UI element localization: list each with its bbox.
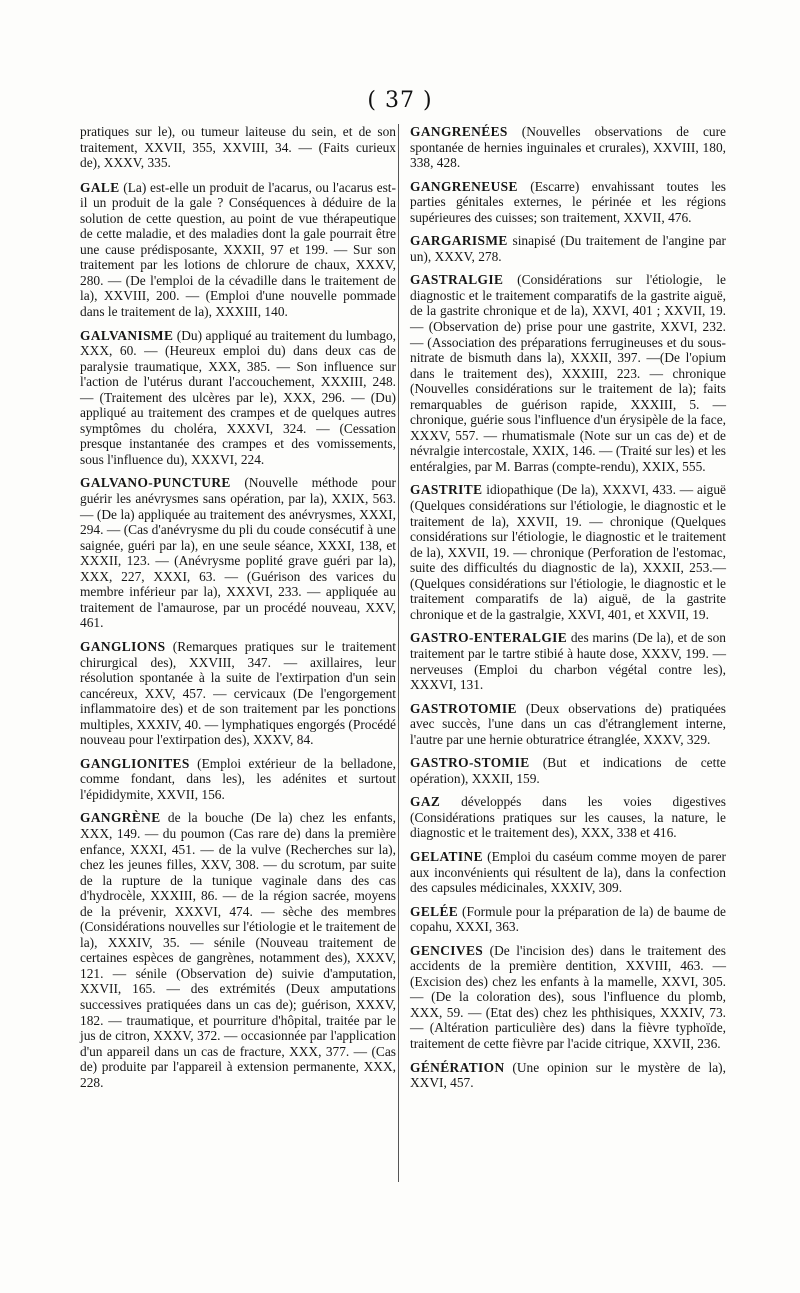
entry-headword: GARGARISME [410, 233, 508, 249]
entry-text: pratiques sur le), ou tumeur laiteuse du sein, et de son traitement, XXVII, 355, XXVIII, 34. — (Faits curieux de), XXXV, 335. [80, 124, 396, 171]
entry-headword: GELATINE [410, 848, 483, 864]
entry-text: (Emploi du caséum comme moyen de parer aux inconvénients qui résultent de la), dans la confection des capsules médicinales, XXXIV, 309. [410, 848, 726, 896]
index-entry [410, 124, 726, 171]
entry-text: (Une opinion sur le mystère de la), XXVI, 457. [410, 1059, 726, 1091]
entry-headword: GASTRO-ENTERALGIE [410, 630, 568, 646]
entry-headword: GANGRÈNE [80, 810, 161, 826]
entry-text: (Considérations sur l'étiologie, le diagnostic et le traitement comparatifs de la gastrite aiguë, de la gastrite chronique et de la), XXVI, 401 ; XXVII, 19. — (Observation de) prise pour une gastrite, XXVI, 232. — (Association des préparations ferrugineuses et du sous-nitrate de bismuth dans la), XXXII, 397. —(De l'opium dans le traitement des), XXXIII, 223. — chronique (Nouvelles considérations sur le traitement de la); faits remarquables de guérison rapide, XXXIII, 5. — chronique, guérie sous l'influence d'un érysipèle de la face, XXXV, 557. — rhumatismale (Note sur un cas de) et de névralgie intercostale, XXIX, 146. — (Traité sur les) et les entéralgies, par M. Barras (compte-rendu), XXIX, 555. [410, 272, 726, 474]
entry-text: (Nouvelle méthode pour guérir les anévrysmes sans opération, par la), XXIX, 563. — (De la) appliquée au traitement des anévrysmes, XXXI, 294. — (Cas d'anévrysme du pli du coude consécutif à une saignée, guéri par la), en une seule séance, XXXI, 138, et XXXII, 123. — (Anévrysme poplité grave guéri par la), XXX, 227, XXXI, 63. — (Guérison des varices du membre inférieur par la), XXXVI, 233. — appliquée au traitement de l'amaurose, par un procédé nouveau, XXV, 461. [80, 475, 396, 631]
entry-headword: GALVANO-PUNCTURE [80, 475, 231, 491]
entry-headword: GANGLIONITES [80, 755, 190, 771]
entry-text: (Deux observations de) pratiquées avec succès, l'une dans un cas d'étranglement interne, l'autre par une hernie obturatrice étranglée, XXXV, 329. [410, 700, 726, 747]
index-entry [410, 701, 726, 748]
entry-text: (Formule pour la préparation de la) de baume de copahu, XXXI, 363. [410, 903, 726, 935]
entry-headword: GALVANISME [80, 327, 174, 343]
index-entry [80, 639, 396, 748]
index-entry [410, 794, 726, 841]
left-column [80, 124, 396, 1098]
index-entry [80, 756, 396, 803]
entry-text: (Escarre) envahissant toutes les parties génitales externes, le périnée et les régions supérieures des cuisses; son traitement, XXVII, 476. [410, 178, 726, 225]
entry-headword: GASTRO-STOMIE [410, 755, 530, 771]
entry-text: (Emploi extérieur de la belladone, comme fondant, dans les), les adénites et surtout l'épididymite, XXVII, 156. [80, 755, 396, 802]
entry-headword: GÉNÉRATION [410, 1059, 505, 1075]
entry-headword: GAZ [410, 794, 441, 810]
entry-headword: GENCIVES [410, 942, 484, 958]
index-entry [410, 630, 726, 692]
index-entry [410, 849, 726, 896]
index-entry [80, 475, 396, 630]
index-entry [410, 272, 726, 474]
entry-text: (But et indications de cette opération), XXXII, 159. [410, 755, 726, 786]
entry-text: (Nouvelles observations de cure spontanée de hernies inguinales et crurales), XXVIII, 180, 338, 428. [410, 124, 726, 171]
index-entry [410, 233, 726, 264]
entry-headword: GASTRALGIE [410, 272, 504, 288]
index-entry [410, 904, 726, 935]
entry-headword: GELÉE [410, 903, 459, 919]
index-entry [410, 943, 726, 1052]
entry-text: sinapisé (Du traitement de l'angine par un), XXXV, 278. [410, 233, 726, 264]
index-entry [410, 179, 726, 226]
page-number: ( 37 ) [367, 88, 433, 113]
index-entry [410, 1060, 726, 1091]
index-entry [410, 755, 726, 786]
entry-text: des marins (De la), et de son traitement par le tartre stibié à haute dose, XXXV, 199. — nerveuses (Emploi du charbon végétal contre les), XXXVI, 131. [410, 630, 726, 693]
entry-text: développés dans les voies digestives (Considérations pratiques sur les causes, la nature, le diagnostic et le traitement des), XXX, 338 et 416. [410, 794, 726, 841]
index-entry [80, 810, 396, 1090]
entry-headword: GANGRENÉES [410, 124, 508, 139]
entry-headword: GALE [80, 179, 120, 195]
index-entry [80, 124, 396, 171]
right-column [410, 124, 726, 1099]
index-entry [80, 328, 396, 468]
entry-text: (De l'incision des) dans le traitement des accidents de la première dentition, XXVIII, 463. — (Excision des) chez les enfants à la mamelle, XXVI, 305. — (De la coloration des), sous l'influence du plomb, XXX, 59. — (Etat des) chez les phthisiques, XXXIV, 73. — (Altération particulière des) dans la fièvre typhoïde, traitement de cette fièvre par l'acide citrique, XXVII, 236. [410, 942, 726, 1051]
column-divider [398, 124, 399, 1182]
entry-headword: GANGLIONS [80, 638, 166, 654]
entry-headword: GASTRITE [410, 482, 483, 498]
entry-text: idiopathique (De la), XXXVI, 433. — aiguë (Quelques considérations sur l'étiologie, le diagnostic et le traitement de la), XXVII, 19. — chronique (Quelques considérations sur l'étiologie, le diagnostic et le traitement de la), XXVII, 19. — chronique (Perforation de l'estomac, suite des difficultés du diagnostic de la), XXXII, 253.—(Quelques considérations sur l'étiologie, le diagnostic et le traitement comparatifs de la) aiguë, de la gastrite chronique et de la gastralgie, XXVI, 401, et XXVII, 19. [410, 482, 726, 622]
entry-text: (Remarques pratiques sur le traitement chirurgical des), XXVIII, 347. — axillaires, leur résolution spontanée à la suite de l'extirpation d'un sein cancéreux, XXV, 457. — cervicaux (De l'engorgement inflammatoire des) et de son traitement par les ponctions multiples, XXXIV, 40. — lymphatiques engorgés (Procédé nouveau pour l'extirpation des), XXXV, 84. [80, 638, 396, 748]
entry-text: (Du) appliqué au traitement du lumbago, XXX, 60. — (Heureux emploi du) dans deux cas de paralysie traumatique, XXX, 385. — Son influence sur l'action de l'utérus durant l'accouchement, XXXIII, 248. — (Traitement des ulcères par le), XXX, 296. — (Du) appliqué au traitement des crampes et de quelques autres symptômes du choléra, XXXVI, 324. — (Cessation presque instantanée des crampes et des vomissements, sous l'influence du), XXXVI, 224. [80, 327, 396, 467]
entry-text: (La) est-elle un produit de l'acarus, ou l'acarus est-il un produit de la gale ? Conséquences à déduire de la solution de cette question, au point de vue thérapeutique de cette maladie, et des maladies dont la gale pourrait être une cause prédisposante, XXXII, 97 et 199. — Sur son traitement par les lotions de chlorure de chaux, XXXV, 280. — (De l'emploi de la cévadille dans le traitement de la), XXVIII, 200. — (Emploi d'une nouvelle pommade dans le traitement de la), XXXIII, 140. [80, 179, 396, 320]
entry-headword: GASTROTOMIE [410, 700, 517, 716]
entry-text: de la bouche (De la) chez les enfants, XXX, 149. — du poumon (Cas rare de) dans la première enfance, XXXI, 451. — de la vulve (Recherches sur la), chez les jeunes filles, XXV, 308. — du scrotum, par suite de la rupture de la tunique vaginale dans des cas d'hydrocèle, XXXIII, 86. — de la région sacrée, moyens de la prévenir, XXXVI, 474. — sèche des membres (Considérations nouvelles sur l'étiologie et le traitement de la), XXXIV, 35. — sénile (Nouveau traitement de certaines espèces de gangrènes, notamment des), XXXV, 121. — sénile (Observation de) suivie d'amputation, XXVII, 165. — des extrémités (Deux amputations successives pratiquées dans un cas de); guérison, XXXV, 182. — traumatique, et pourriture d'hôpital, traitée par le jus de citron, XXXV, 372. — occasionnée par l'application d'un appareil dans un cas de fracture, XXX, 377. — (Cas de) produite par l'appareil à extension permanente, XXX, 228. [80, 810, 396, 1090]
index-entry [80, 180, 396, 320]
index-entry [410, 482, 726, 622]
entry-headword: GANGRENEUSE [410, 178, 518, 194]
